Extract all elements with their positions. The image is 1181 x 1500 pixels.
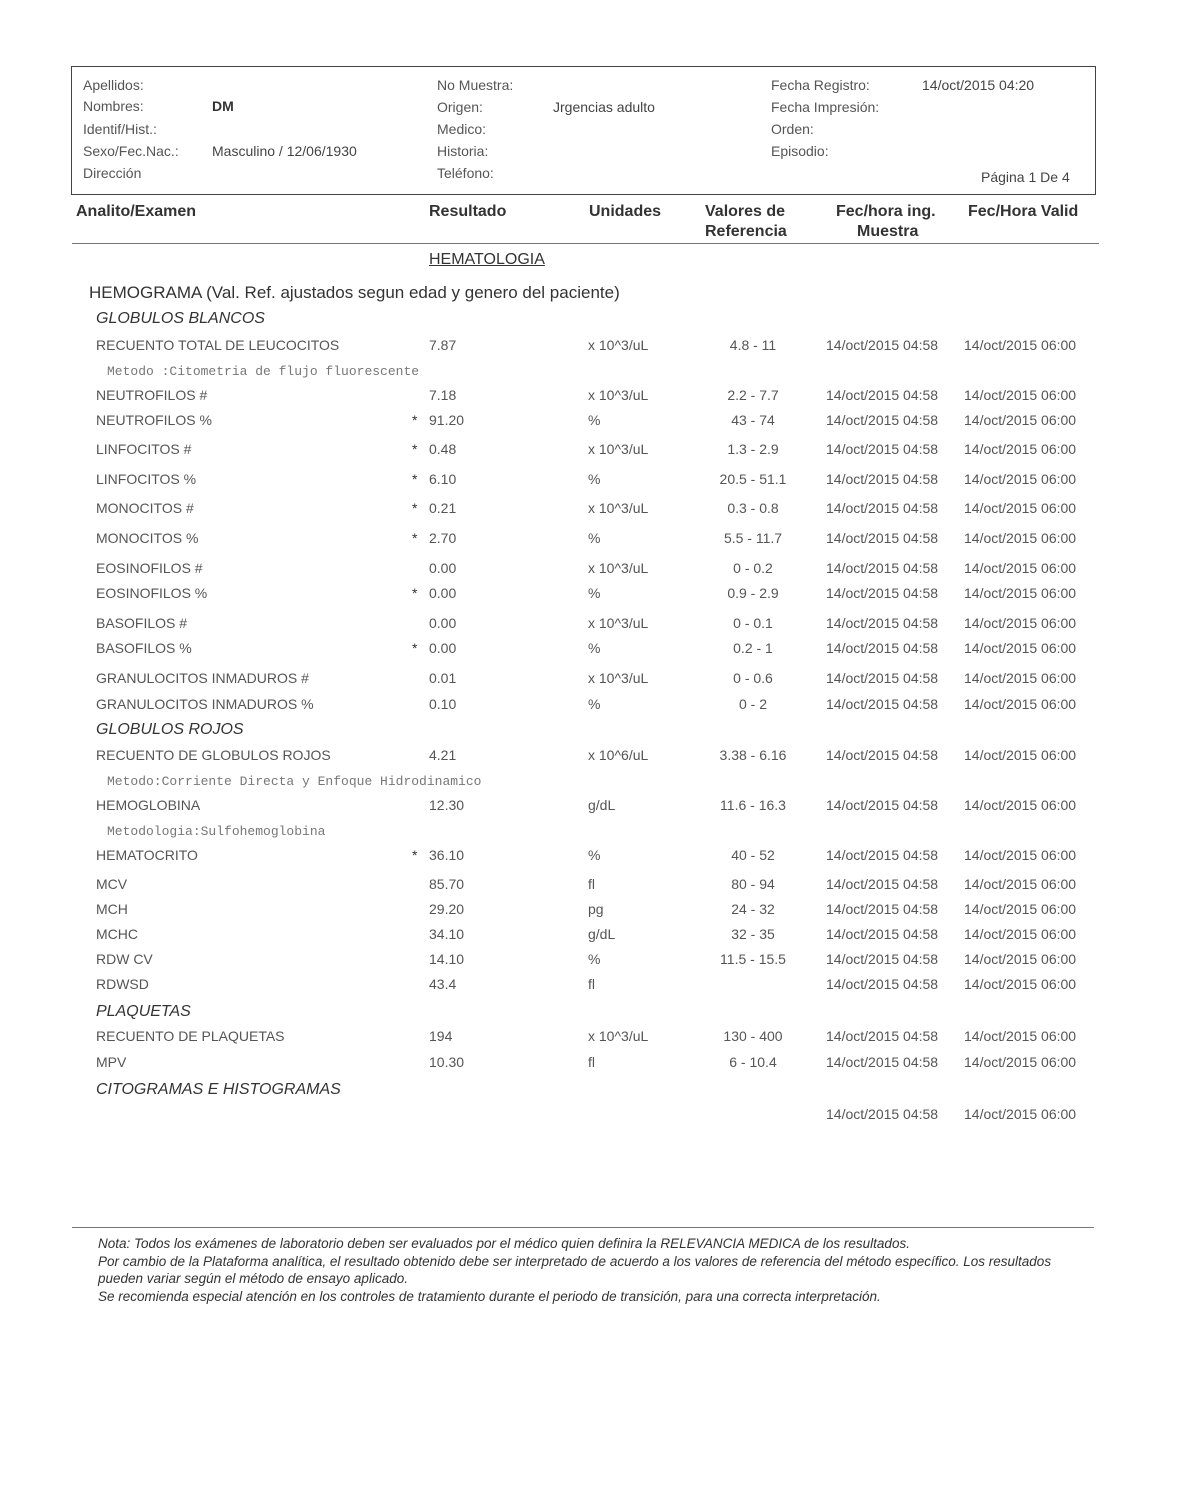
sample-datetime: 14/oct/2015 04:58 xyxy=(826,387,939,403)
table-row xyxy=(0,500,1181,520)
analyte-name: EOSINOFILOS % xyxy=(96,585,208,601)
analyte-name: LINFOCITOS # xyxy=(96,441,192,457)
footer-note xyxy=(98,1235,1058,1305)
footer-divider xyxy=(72,1227,1094,1228)
sample-datetime: 14/oct/2015 04:58 xyxy=(826,876,939,892)
table-row xyxy=(0,797,1181,817)
sample-datetime: 14/oct/2015 04:58 xyxy=(826,847,939,863)
reference-range: 0 - 0.2 xyxy=(733,560,773,576)
result-value: 2.70 xyxy=(429,530,457,546)
result-value: 36.10 xyxy=(429,847,465,863)
validation-datetime: 14/oct/2015 06:00 xyxy=(964,640,1077,656)
unit-value: x 10^3/uL xyxy=(588,441,649,457)
table-row xyxy=(0,441,1181,461)
analyte-name: MCV xyxy=(96,876,128,892)
unit-value: % xyxy=(588,530,601,546)
sample-datetime: 14/oct/2015 04:58 xyxy=(826,560,939,576)
unit-value: pg xyxy=(588,901,604,917)
table-row xyxy=(0,615,1181,635)
analyte-name: LINFOCITOS % xyxy=(96,471,197,487)
sample-datetime: 14/oct/2015 04:58 xyxy=(826,640,939,656)
reference-range: 11.6 - 16.3 xyxy=(720,797,786,813)
table-row xyxy=(0,471,1181,491)
result-value: 0.00 xyxy=(429,640,457,656)
result-value: 12.30 xyxy=(429,797,465,813)
orden-label: Orden: xyxy=(771,121,814,137)
result-value: 194 xyxy=(429,1028,453,1044)
unit-value: x 10^3/uL xyxy=(588,337,649,353)
flag-marker: * xyxy=(412,471,418,487)
sample-datetime: 14/oct/2015 04:58 xyxy=(826,696,939,712)
table-row xyxy=(0,337,1181,357)
table-row xyxy=(0,1106,1181,1126)
reference-range: 20.5 - 51.1 xyxy=(719,471,787,487)
unit-value: % xyxy=(588,585,601,601)
validation-datetime: 14/oct/2015 06:00 xyxy=(964,696,1077,712)
validation-datetime: 14/oct/2015 06:00 xyxy=(964,337,1077,353)
validation-datetime: 14/oct/2015 06:00 xyxy=(964,976,1077,992)
result-value: 7.18 xyxy=(429,387,457,403)
analyte-name: MCHC xyxy=(96,926,138,942)
table-row xyxy=(0,670,1181,690)
medico-label: Medico: xyxy=(437,121,487,137)
validation-datetime: 14/oct/2015 06:00 xyxy=(964,471,1077,487)
unit-value: % xyxy=(588,696,601,712)
reference-range: 1.3 - 2.9 xyxy=(727,441,779,457)
identif-label: Identif/Hist.: xyxy=(83,121,157,137)
validation-datetime: 14/oct/2015 06:00 xyxy=(964,876,1077,892)
validation-datetime: 14/oct/2015 06:00 xyxy=(964,847,1077,863)
reference-range: 0.2 - 1 xyxy=(733,640,773,656)
sample-datetime: 14/oct/2015 04:58 xyxy=(826,901,939,917)
col-fec-ing-1: Fec/hora ing. xyxy=(836,203,936,220)
unit-value: fl xyxy=(588,1054,595,1070)
unit-value: fl xyxy=(588,976,595,992)
table-row xyxy=(0,1028,1181,1048)
unit-value: % xyxy=(588,640,601,656)
flag-marker: * xyxy=(412,500,418,516)
historia-label: Historia: xyxy=(437,143,489,159)
reference-range: 3.38 - 6.16 xyxy=(719,747,787,763)
result-value: 0.00 xyxy=(429,615,457,631)
sample-datetime: 14/oct/2015 04:58 xyxy=(826,337,939,353)
table-row xyxy=(0,560,1181,580)
unit-value: g/dL xyxy=(588,926,616,942)
unit-value: x 10^3/uL xyxy=(588,500,649,516)
origen-label: Origen: xyxy=(437,99,483,115)
analyte-name: GRANULOCITOS INMADUROS % xyxy=(96,696,314,712)
sexo-label: Sexo/Fec.Nac.: xyxy=(83,143,179,159)
group-globulos-rojos: GLOBULOS ROJOS xyxy=(96,721,244,738)
result-value: 4.21 xyxy=(429,747,457,763)
unit-value: x 10^3/uL xyxy=(588,670,649,686)
header-divider xyxy=(72,243,1099,244)
group-plaquetas: PLAQUETAS xyxy=(96,1003,191,1020)
method-leucocitos: Metodo :Citometria de flujo fluorescente xyxy=(107,364,420,379)
analyte-name: MONOCITOS % xyxy=(96,530,199,546)
col-valores-2: Referencia xyxy=(705,223,787,240)
sexo-value: Masculino / 12/06/1930 xyxy=(212,143,357,159)
analyte-name: MCH xyxy=(96,901,128,917)
nombres-value: DM xyxy=(212,98,234,114)
note-line-3: Se recomienda especial atención en los controles de tratamiento durante el periodo de transición, para una correcta interpretación. xyxy=(98,1288,881,1304)
analyte-name: HEMOGLOBINA xyxy=(96,797,201,813)
sample-datetime: 14/oct/2015 04:58 xyxy=(826,1054,939,1070)
result-value: 91.20 xyxy=(429,412,465,428)
validation-datetime: 14/oct/2015 06:00 xyxy=(964,1106,1077,1122)
result-value: 10.30 xyxy=(429,1054,465,1070)
result-value: 85.70 xyxy=(429,876,465,892)
col-unidades: Unidades xyxy=(589,203,662,220)
validation-datetime: 14/oct/2015 06:00 xyxy=(964,747,1077,763)
reference-range: 0.3 - 0.8 xyxy=(727,500,779,516)
validation-datetime: 14/oct/2015 06:00 xyxy=(964,670,1077,686)
validation-datetime: 14/oct/2015 06:00 xyxy=(964,1028,1077,1044)
group-globulos-blancos: GLOBULOS BLANCOS xyxy=(96,310,265,327)
flag-marker: * xyxy=(412,441,418,457)
sample-datetime: 14/oct/2015 04:58 xyxy=(826,951,939,967)
reference-range: 2.2 - 7.7 xyxy=(727,387,779,403)
analyte-name: EOSINOFILOS # xyxy=(96,560,203,576)
no-muestra-label: No Muestra: xyxy=(437,77,514,93)
analyte-name: MPV xyxy=(96,1054,127,1070)
fecha-registro-label: Fecha Registro: xyxy=(771,77,870,93)
unit-value: x 10^3/uL xyxy=(588,1028,649,1044)
validation-datetime: 14/oct/2015 06:00 xyxy=(964,500,1077,516)
sample-datetime: 14/oct/2015 04:58 xyxy=(826,530,939,546)
result-value: 0.01 xyxy=(429,670,457,686)
fecha-registro-value: 14/oct/2015 04:20 xyxy=(922,77,1035,93)
unit-value: % xyxy=(588,412,601,428)
apellidos-label: Apellidos: xyxy=(83,77,144,93)
reference-range: 4.8 - 11 xyxy=(729,337,777,353)
unit-value: fl xyxy=(588,876,595,892)
table-row xyxy=(0,876,1181,896)
result-value: 0.48 xyxy=(429,441,457,457)
unit-value: % xyxy=(588,951,601,967)
sample-datetime: 14/oct/2015 04:58 xyxy=(826,926,939,942)
result-value: 43.4 xyxy=(429,976,457,992)
table-row xyxy=(0,901,1181,921)
episodio-label: Episodio: xyxy=(771,143,829,159)
flag-marker: * xyxy=(412,585,418,601)
table-row xyxy=(0,412,1181,432)
table-row xyxy=(0,926,1181,946)
table-row xyxy=(0,530,1181,550)
unit-value: % xyxy=(588,471,601,487)
table-row xyxy=(0,696,1181,716)
flag-marker: * xyxy=(412,640,418,656)
result-value: 7.87 xyxy=(429,337,457,353)
validation-datetime: 14/oct/2015 06:00 xyxy=(964,615,1077,631)
table-row xyxy=(0,387,1181,407)
result-value: 0.00 xyxy=(429,585,457,601)
unit-value: g/dL xyxy=(588,797,616,813)
validation-datetime: 14/oct/2015 06:00 xyxy=(964,387,1077,403)
result-value: 0.21 xyxy=(429,500,457,516)
method-globulos-rojos: Metodo:Corriente Directa y Enfoque Hidrodinamico xyxy=(107,774,482,789)
table-row xyxy=(0,1054,1181,1074)
validation-datetime: 14/oct/2015 06:00 xyxy=(964,901,1077,917)
validation-datetime: 14/oct/2015 06:00 xyxy=(964,441,1077,457)
analyte-name: RDWSD xyxy=(96,976,149,992)
reference-range: 32 - 35 xyxy=(731,926,775,942)
analyte-name: BASOFILOS # xyxy=(96,615,188,631)
note-line-1: Nota: Todos los exámenes de laboratorio deben ser evaluados por el médico quien definira la RELEVANCIA MEDICA de los resultados. xyxy=(98,1236,910,1251)
validation-datetime: 14/oct/2015 06:00 xyxy=(964,530,1077,546)
unit-value: x 10^3/uL xyxy=(588,615,649,631)
reference-range: 0 - 0.6 xyxy=(733,670,773,686)
sample-datetime: 14/oct/2015 04:58 xyxy=(826,441,939,457)
table-row xyxy=(0,951,1181,971)
result-value: 29.20 xyxy=(429,901,465,917)
origen-value: Jrgencias adulto xyxy=(553,99,655,115)
sample-datetime: 14/oct/2015 04:58 xyxy=(826,412,939,428)
flag-marker: * xyxy=(412,530,418,546)
reference-range: 40 - 52 xyxy=(731,847,775,863)
col-fec-valid: Fec/Hora Valid xyxy=(968,203,1079,220)
result-value: 14.10 xyxy=(429,951,465,967)
reference-range: 0 - 0.1 xyxy=(733,615,773,631)
unit-value: x 10^3/uL xyxy=(588,560,649,576)
analyte-name: NEUTROFILOS # xyxy=(96,387,208,403)
direccion-label: Dirección xyxy=(83,165,142,181)
col-resultado: Resultado xyxy=(429,203,507,220)
validation-datetime: 14/oct/2015 06:00 xyxy=(964,412,1077,428)
reference-range: 11.5 - 15.5 xyxy=(720,951,786,967)
reference-range: 43 - 74 xyxy=(731,412,775,428)
analyte-name: RDW CV xyxy=(96,951,153,967)
flag-marker: * xyxy=(412,412,418,428)
sample-datetime: 14/oct/2015 04:58 xyxy=(826,976,939,992)
analyte-name: MONOCITOS # xyxy=(96,500,194,516)
group-citogramas: CITOGRAMAS E HISTOGRAMAS xyxy=(96,1081,341,1098)
sample-datetime: 14/oct/2015 04:58 xyxy=(826,500,939,516)
reference-range: 6 - 10.4 xyxy=(729,1054,777,1070)
panel-title: HEMOGRAMA (Val. Ref. ajustados segun edad y genero del paciente) xyxy=(89,283,620,302)
sample-datetime: 14/oct/2015 04:58 xyxy=(826,670,939,686)
validation-datetime: 14/oct/2015 06:00 xyxy=(964,926,1077,942)
table-row xyxy=(0,585,1181,605)
sample-datetime: 14/oct/2015 04:58 xyxy=(826,1106,939,1122)
fecha-impresion-label: Fecha Impresión: xyxy=(771,99,880,115)
result-value: 34.10 xyxy=(429,926,465,942)
analyte-name: GRANULOCITOS INMADUROS # xyxy=(96,670,309,686)
reference-range: 24 - 32 xyxy=(731,901,775,917)
col-valores-1: Valores de xyxy=(705,203,786,220)
col-analito: Analito/Examen xyxy=(76,203,197,220)
table-row xyxy=(0,976,1181,996)
validation-datetime: 14/oct/2015 06:00 xyxy=(964,560,1077,576)
unit-value: x 10^6/uL xyxy=(588,747,649,763)
page-number: Página 1 De 4 xyxy=(981,169,1070,185)
sample-datetime: 14/oct/2015 04:58 xyxy=(826,1028,939,1044)
col-fec-ing-2: Muestra xyxy=(857,223,919,240)
note-line-2: Por cambio de la Plataforma analítica, el resultado obtenido debe ser interpretado de acuerdo a los valores de referencia del método específico. Los resultados pueden variar según el método de ensayo aplicado. xyxy=(98,1253,1052,1286)
sample-datetime: 14/oct/2015 04:58 xyxy=(826,585,939,601)
sample-datetime: 14/oct/2015 04:58 xyxy=(826,797,939,813)
analyte-name: NEUTROFILOS % xyxy=(96,412,212,428)
flag-marker: * xyxy=(412,847,418,863)
reference-range: 0.9 - 2.9 xyxy=(727,585,779,601)
analyte-name: HEMATOCRITO xyxy=(96,847,198,863)
sample-datetime: 14/oct/2015 04:58 xyxy=(826,615,939,631)
analyte-name: RECUENTO DE PLAQUETAS xyxy=(96,1028,285,1044)
validation-datetime: 14/oct/2015 06:00 xyxy=(964,951,1077,967)
reference-range: 80 - 94 xyxy=(731,876,775,892)
validation-datetime: 14/oct/2015 06:00 xyxy=(964,1054,1077,1070)
validation-datetime: 14/oct/2015 06:00 xyxy=(964,797,1077,813)
method-hemoglobina: Metodologia:Sulfohemoglobina xyxy=(107,824,326,839)
table-row xyxy=(0,640,1181,660)
reference-range: 5.5 - 11.7 xyxy=(723,530,783,546)
analyte-name: BASOFILOS % xyxy=(96,640,192,656)
reference-range: 130 - 400 xyxy=(723,1028,783,1044)
sample-datetime: 14/oct/2015 04:58 xyxy=(826,747,939,763)
analyte-name: RECUENTO DE GLOBULOS ROJOS xyxy=(96,747,331,763)
analyte-name: RECUENTO TOTAL DE LEUCOCITOS xyxy=(96,337,340,353)
section-title: HEMATOLOGIA xyxy=(429,251,545,268)
telefono-label: Teléfono: xyxy=(437,165,494,181)
result-value: 0.00 xyxy=(429,560,457,576)
nombres-label: Nombres: xyxy=(83,98,144,114)
table-row xyxy=(0,847,1181,867)
unit-value: x 10^3/uL xyxy=(588,387,649,403)
sample-datetime: 14/oct/2015 04:58 xyxy=(826,471,939,487)
unit-value: % xyxy=(588,847,601,863)
result-value: 0.10 xyxy=(429,696,457,712)
result-value: 6.10 xyxy=(429,471,457,487)
table-row xyxy=(0,747,1181,767)
validation-datetime: 14/oct/2015 06:00 xyxy=(964,585,1077,601)
reference-range: 0 - 2 xyxy=(738,696,767,712)
